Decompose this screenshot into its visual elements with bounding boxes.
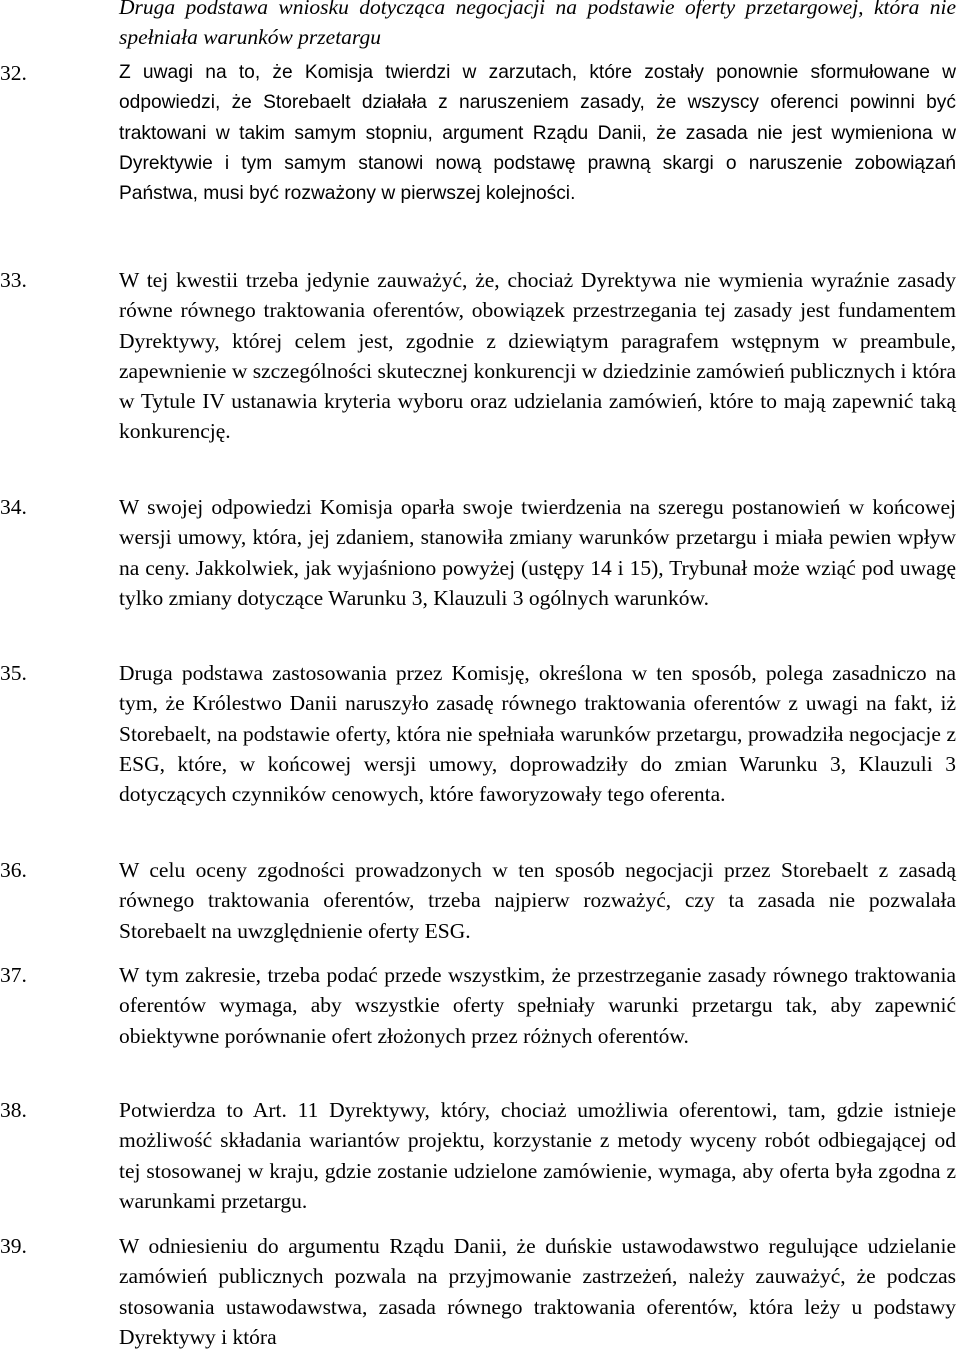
paragraph-text: W tej kwestii trzeba jedynie zauważyć, że, chociaż Dyrektywa nie wymienia wyraźnie zasady równe równego traktowania oferentów, obowiązek przestrzegania tej zasady jest fundamentem Dyrektywy, której celem jest, zgodnie z dziewiątym paragrafem wstępnym w preambule, zapewnienie w szczególności skutecznej konkurencji w dziedzinie zamówień publicznych i która w Tytule IV ustanawia kryteria wyboru oraz udzielania zamówień, które to mają zapewnić taką konkurencję. <box>119 268 956 444</box>
paragraph-number: 36. <box>0 858 27 882</box>
paragraph-number: 34. <box>0 495 27 519</box>
paragraph-text: Z uwagi na to, że Komisja twierdzi w zarzutach, które zostały ponownie sformułowane w odpowiedzi, że Storebaelt działała z naruszeniem zasady, że wszyscy oferenci powinni być traktowani w takim samym stopniu, argument Rządu Danii, że zasada nie jest wymieniona w Dyrektywie i tym samym stanowi nową podstawę prawną skargi o naruszenie zobowiązań Państwa, musi być rozważony w pierwszej kolejności. <box>119 62 956 205</box>
paragraph-number: 35. <box>0 661 27 685</box>
paragraph-number: 39. <box>0 1234 27 1258</box>
paragraph-text: W swojej odpowiedzi Komisja oparła swoje twierdzenia na szeregu postanowień w końcowej wersji umowy, która, jej zdaniem, stanowiła zmiany warunków przetargu i miała pewien wpływ na ceny. Jakkolwiek, jak wyjaśniono powyżej (ustępy 14 i 15), Trybunał może wziąć pod uwagę tylko zmiany dotyczące Warunku 3, Klauzuli 3 ogólnych warunków. <box>119 495 956 610</box>
paragraph-text: Druga podstawa zastosowania przez Komisję, określona w ten sposób, polega zasadniczo na tym, że Królestwo Danii naruszyło zasadę równego traktowania oferentów z uwagi na fakt, iż Storebaelt, na podstawie oferty, która nie spełniała warunków przetargu, prowadziła negocjacje z ESG, które, w końcowej wersji umowy, doprowadziły do zmian Warunku 3, Klauzuli 3 dotyczących czynników cenowych, które faworyzowały tego oferenta. <box>119 661 956 807</box>
section-heading: Druga podstawa wniosku dotycząca negocjacji na podstawie oferty przetargowej, która nie spełniała warunków przetargu <box>119 0 956 49</box>
paragraph-number: 38. <box>0 1098 27 1122</box>
paragraph-text: W tym zakresie, trzeba podać przede wszystkim, że przestrzeganie zasady równego traktowania oferentów wymaga, aby wszystkie oferty spełniały warunki przetargu tak, aby zapewnić obiektywne porównanie ofert złożonych przez różnych oferentów. <box>119 963 956 1048</box>
paragraph-number: 32. <box>0 61 27 85</box>
paragraph-number: 37. <box>0 963 27 987</box>
paragraph-text: W odniesieniu do argumentu Rządu Danii, że duńskie ustawodawstwo regulujące udzielanie zamówień publicznych pozwala na przyjmowanie zastrzeżeń, należy zauważyć, że podczas stosowania ustawodawstwa, zasada równego traktowania oferentów, która leży u podstawy Dyrektywy i która <box>119 1234 956 1349</box>
paragraph-text: W celu oceny zgodności prowadzonych w ten sposób negocjacji przez Storebaelt z zasadą równego traktowania oferentów, trzeba najpierw rozważyć, czy ta zasada nie pozwalała Storebaelt na uwzględnienie oferty ESG. <box>119 858 956 943</box>
paragraph-text: Potwierdza to Art. 11 Dyrektywy, który, chociaż umożliwia oferentowi, tam, gdzie istnieje możliwość składania wariantów projektu, korzystanie z metody wyceny robót odbiegającej od tej stosowanej w kraju, gdzie zostanie udzielone zamówienie, wymaga, aby oferta była zgodna z warunkami przetargu. <box>119 1098 956 1213</box>
paragraph-number: 33. <box>0 268 27 292</box>
